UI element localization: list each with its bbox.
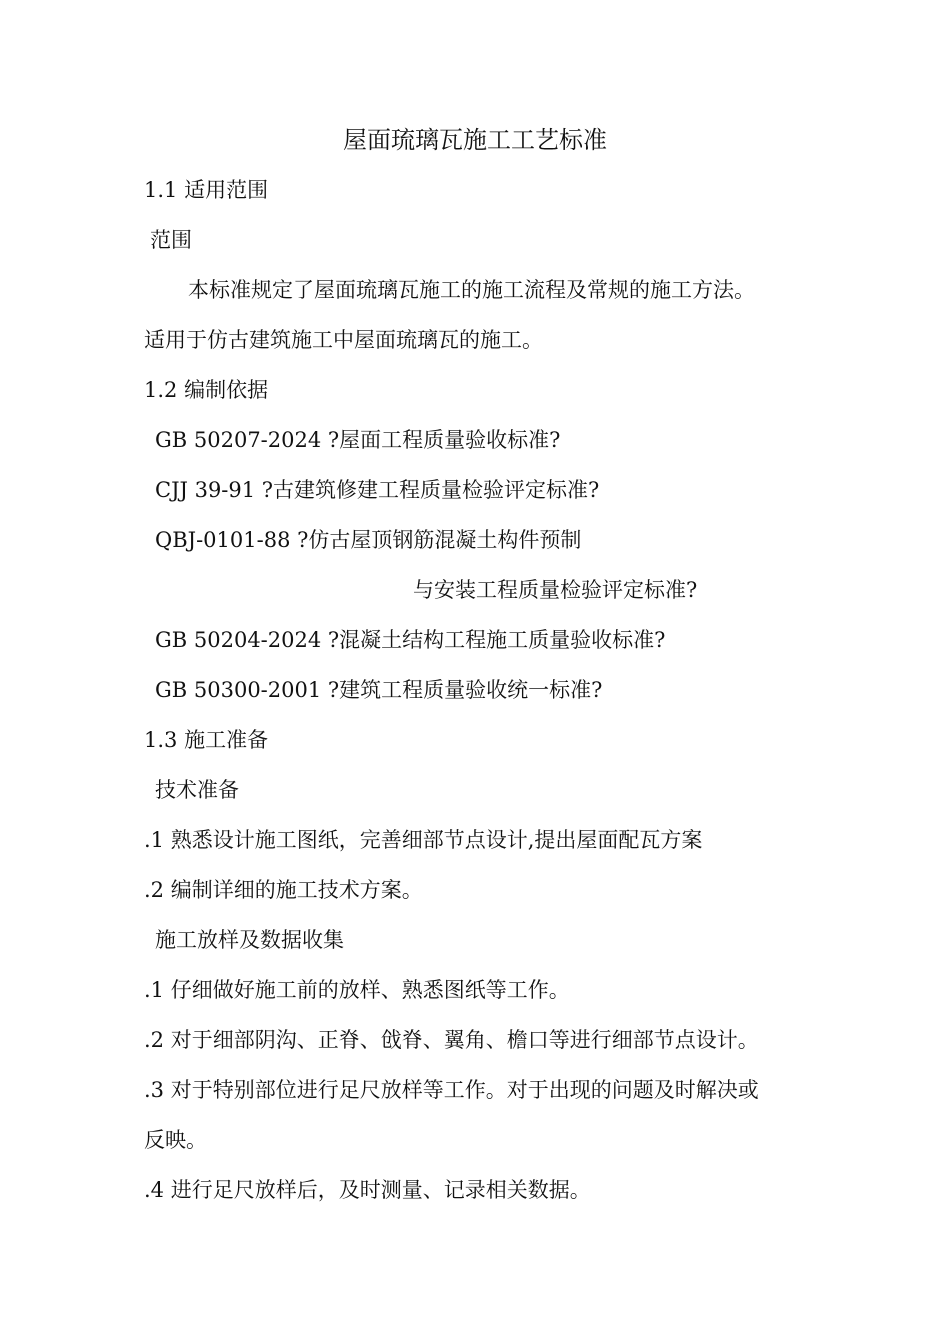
list-item: .4 进行足尺放样后，及时测量、记录相关数据。 <box>144 1178 591 1202</box>
subheading-technical-prep: 技术准备 <box>155 778 239 802</box>
section-heading-1-1: 1.1 适用范围 <box>144 178 269 202</box>
list-item: .3 对于特别部位进行足尺放样等工作。对于出现的问题及时解决或 <box>144 1078 759 1102</box>
subheading-scope: 范围 <box>150 228 192 252</box>
list-item: .2 编制详细的施工技术方案。 <box>144 878 423 902</box>
standard-reference: CJJ 39-91 ?古建筑修建工程质量检验评定标准? <box>155 478 600 502</box>
subheading-layout-data: 施工放样及数据收集 <box>155 928 344 952</box>
standard-reference: GB 50207-2024 ?屋面工程质量验收标准? <box>155 428 561 452</box>
list-item: .1 仔细做好施工前的放样、熟悉图纸等工作。 <box>144 978 570 1002</box>
section-heading-1-3: 1.3 施工准备 <box>144 728 269 752</box>
standard-reference: GB 50300-2001 ?建筑工程质量验收统一标准? <box>155 678 603 702</box>
standard-reference: GB 50204-2024 ?混凝土结构工程施工质量验收标准? <box>155 628 666 652</box>
document-title: 屋面琉璃瓦施工工艺标准 <box>343 126 607 154</box>
section-heading-1-2: 1.2 编制依据 <box>144 378 269 402</box>
list-item: .2 对于细部阴沟、正脊、戗脊、翼角、檐口等进行细部节点设计。 <box>144 1028 759 1052</box>
paragraph-line: 本标准规定了屋面琉璃瓦施工的施工流程及常规的施工方法。 <box>188 278 755 302</box>
standard-reference: QBJ-0101-88 ?仿古屋顶钢筋混凝土构件预制 <box>155 528 582 552</box>
list-item: .1 熟悉设计施工图纸，完善细部节点设计,提出屋面配瓦方案 <box>144 828 703 852</box>
paragraph-line: 适用于仿古建筑施工中屋面琉璃瓦的施工。 <box>144 328 543 352</box>
standard-reference-continuation: 与安装工程质量检验评定标准? <box>413 578 698 602</box>
list-item-continuation: 反映。 <box>144 1128 207 1152</box>
